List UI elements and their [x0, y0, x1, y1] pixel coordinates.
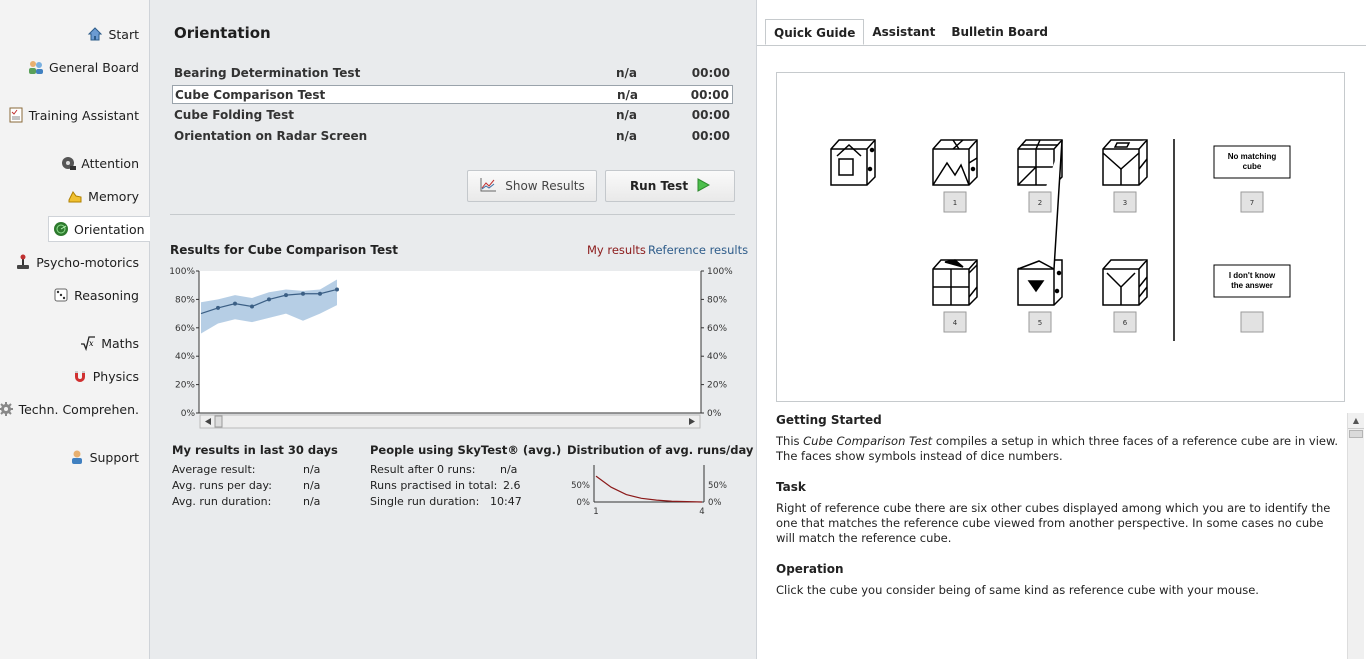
y-tick-label-left: 100% [169, 267, 195, 277]
chart-icon [479, 177, 497, 196]
guide-panel [757, 0, 1366, 659]
task-title: Task [776, 480, 806, 494]
cube-number-label: 7 [1249, 199, 1255, 207]
sidebar-item-maths[interactable]: x Maths [80, 332, 139, 354]
cube-number-label: 4 [952, 319, 958, 327]
cube-number-box[interactable] [1241, 312, 1263, 332]
results-chart [168, 262, 738, 432]
my-results-point [284, 293, 288, 297]
run-test-button[interactable]: Run Test [605, 170, 735, 202]
people-row: Result after 0 runs: n/a [370, 463, 518, 476]
test-result: n/a [617, 88, 639, 102]
svg-text:the answer: the answer [1231, 281, 1273, 290]
my-results-row: Average result: n/a [172, 463, 321, 476]
getting-started-title: Getting Started [776, 413, 882, 427]
cube-option-6[interactable] [1103, 260, 1147, 305]
y-tick-label-right: 60% [707, 323, 728, 334]
cube-number-label: 3 [1122, 199, 1128, 207]
no-matching-cube-button[interactable] [1214, 146, 1290, 178]
operation-text: Click the cube you consider being of same kind as reference cube with your mouse. [776, 583, 1259, 597]
tab-bar [765, 19, 1056, 45]
my-results-point [318, 292, 322, 296]
film-icon [60, 155, 76, 171]
people-row: Runs practised in total: 2.6 [370, 479, 521, 492]
people-row: Single run duration: 10:47 [370, 495, 522, 508]
my-results-heading: My results in last 30 days [172, 443, 338, 457]
test-name: Cube Folding Test [174, 108, 294, 122]
cube-number-buttons [944, 192, 1263, 332]
test-name: Cube Comparison Test [175, 88, 326, 102]
dist-x-tick: 4 [699, 507, 705, 517]
dice-icon [53, 287, 69, 303]
svg-text:I don't know: I don't know [1228, 271, 1276, 280]
y-tick-label-left: 80% [174, 295, 195, 306]
cube-option-1[interactable] [933, 140, 977, 185]
y-tick-label-right: 20% [707, 380, 728, 391]
radar-icon [53, 221, 69, 237]
test-time: 00:00 [691, 66, 730, 80]
my-results-point [267, 297, 271, 301]
cube-number-label: 6 [1122, 319, 1128, 327]
my-results-row: Avg. runs per day: n/a [172, 479, 321, 492]
tab-divider [757, 45, 1366, 46]
dist-y-tick-left: 0% [576, 498, 590, 508]
home-icon [87, 26, 103, 42]
dist-y-tick-right: 0% [708, 498, 722, 508]
test-result: n/a [616, 129, 638, 143]
distribution-heading: Distribution of avg. runs/day [567, 443, 754, 457]
cube-number-label: 5 [1037, 319, 1043, 327]
test-time: 00:00 [690, 88, 729, 102]
svg-text:cube: cube [1242, 162, 1262, 171]
cube-option-3[interactable] [1103, 140, 1147, 185]
sidebar-item-techn-comprehen[interactable]: Techn. Comprehen. [0, 398, 139, 420]
y-tick-label-left: 20% [174, 380, 195, 391]
getting-started-text: This Cube Comparison Test compiles a setup in which three faces of a reference cube are in view. The faces show symbols instead of dice numbers. [776, 434, 1338, 463]
test-name: Bearing Determination Test [174, 66, 361, 80]
sidebar-item-reasoning[interactable]: Reasoning [53, 284, 139, 306]
y-tick-label-left: 60% [174, 323, 195, 334]
my-results-point [335, 287, 339, 291]
tab-bulletin-board[interactable]: Bulletin Board [951, 25, 1048, 39]
y-tick-label-right: 0% [707, 409, 722, 419]
cube-option-4[interactable] [933, 260, 977, 305]
y-tick-label-right: 100% [707, 267, 733, 277]
my-results-point [216, 306, 220, 310]
svg-text:x: x [89, 339, 94, 348]
chart-scroll-thumb[interactable] [215, 416, 222, 427]
sidebar [0, 0, 150, 659]
cube-number-label: 1 [952, 199, 958, 207]
people-icon [28, 59, 44, 75]
legend-reference-results: Reference results [648, 243, 749, 257]
sidebar-item-attention[interactable]: Attention [60, 152, 139, 174]
task-text: Right of reference cube there are six other cubes displayed among which you are to identify the one that matches the reference cube viewed from another perspective. In some cases no cube will match the reference cube. [776, 501, 1331, 545]
test-row-bearing[interactable] [172, 64, 733, 83]
legend-my-results: My results [587, 243, 646, 257]
y-tick-label-right: 80% [707, 295, 728, 306]
scroll-up-arrow-icon[interactable]: ▲ [1348, 413, 1364, 429]
test-row-radar[interactable] [172, 127, 733, 146]
test-result: n/a [616, 108, 638, 122]
sidebar-item-start[interactable]: Start [87, 23, 139, 45]
joystick-icon [15, 254, 31, 270]
gear-icon [0, 401, 14, 417]
divider [170, 214, 735, 215]
test-row-cube-folding[interactable] [172, 106, 733, 125]
dist-x-tick: 1 [593, 507, 599, 517]
my-results-point [233, 302, 237, 306]
operation-title: Operation [776, 562, 844, 576]
reference-cube [831, 140, 875, 185]
guide-text [776, 413, 1342, 614]
guide-illustration [776, 72, 1345, 402]
my-results-row: Avg. run duration: n/a [172, 495, 321, 508]
my-results-point [250, 305, 254, 309]
y-tick-label-left: 40% [174, 352, 195, 363]
tab-quick-guide[interactable]: Quick Guide [765, 19, 864, 45]
sidebar-item-memory[interactable]: Memory [67, 185, 139, 207]
show-results-button[interactable]: Show Results [467, 170, 597, 202]
cube-illustration [777, 73, 1344, 401]
y-tick-label-left: 0% [180, 409, 195, 419]
dist-y-tick-right: 50% [708, 481, 727, 491]
sidebar-item-orientation[interactable]: Orientation [48, 216, 150, 242]
sidebar-item-physics[interactable]: Physics [72, 365, 139, 387]
support-icon [69, 449, 85, 465]
dist-line [596, 476, 702, 502]
test-time: 00:00 [691, 108, 730, 122]
test-name: Orientation on Radar Screen [174, 129, 368, 143]
dont-know-button[interactable] [1214, 265, 1290, 297]
sidebar-item-training-assistant[interactable]: Training Assistant [8, 104, 139, 126]
page-title: Orientation [174, 24, 271, 42]
dist-y-tick-left: 50% [571, 481, 590, 491]
sidebar-item-support[interactable]: Support [69, 446, 139, 468]
sidebar-item-psycho-motorics[interactable]: Psycho-motorics [15, 251, 139, 273]
y-tick-label-right: 40% [707, 352, 728, 363]
checklist-icon [8, 107, 24, 123]
guide-scrollbar[interactable] [1347, 413, 1364, 659]
chart-scrollbar[interactable] [200, 415, 700, 428]
people-heading: People using SkyTest® (avg.) [370, 443, 562, 457]
test-row-cube-comparison[interactable] [172, 85, 733, 104]
chart-title: Results for Cube Comparison Test [170, 243, 399, 257]
test-time: 00:00 [691, 129, 730, 143]
test-result: n/a [616, 66, 638, 80]
my-results-point [301, 292, 305, 296]
main-panel [150, 0, 757, 659]
cube-number-label: 2 [1037, 199, 1043, 207]
play-icon [696, 178, 710, 195]
svg-text:No matching: No matching [1227, 152, 1277, 161]
distribution-chart [564, 460, 734, 522]
hand-icon [67, 188, 83, 204]
magnet-icon [72, 368, 88, 384]
sqrt-icon [80, 335, 96, 351]
sidebar-item-general-board[interactable]: General Board [28, 56, 139, 78]
tab-assistant[interactable]: Assistant [872, 25, 936, 39]
scroll-thumb[interactable] [1349, 430, 1363, 438]
